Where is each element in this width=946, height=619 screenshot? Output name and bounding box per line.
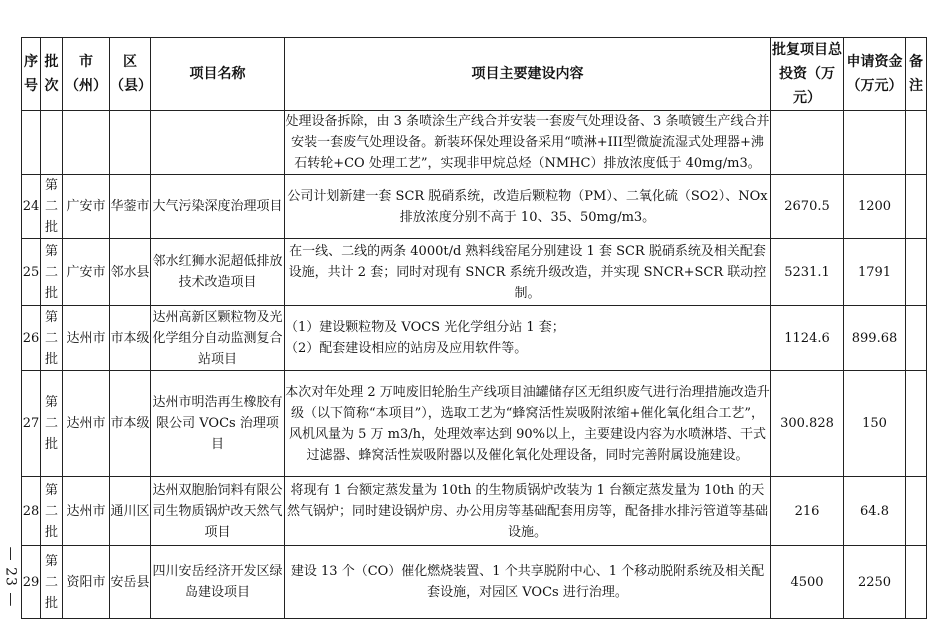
header-city: 市（州）	[63, 38, 110, 111]
row-seq: 24	[22, 175, 41, 239]
row-city: 达州市	[63, 371, 110, 477]
row-city: 广安市	[63, 239, 110, 306]
header-content: 项目主要建设内容	[285, 38, 771, 111]
row-seq: 26	[22, 306, 41, 371]
row-project-name: 达州高新区颗粒物及光化学组分自动监测复合站项目	[151, 306, 285, 371]
row-seq: 27	[22, 371, 41, 477]
row-applied-funds: 1200	[844, 175, 906, 239]
header-batch: 批次	[41, 38, 63, 111]
row-total-investment: 4500	[771, 546, 844, 619]
table-row	[22, 239, 927, 306]
row-project-name: 大气污染深度治理项目	[151, 175, 285, 239]
row-batch: 第二批	[41, 306, 63, 371]
row-content: 将现有 1 台额定蒸发量为 10th 的生物质锅炉改装为 1 台额定蒸发量为 10th 的天然气锅炉；同时建设锅炉房、办公用房等基础配套用房等，配备排水排污管道等基础设施。	[285, 477, 771, 546]
row-batch: 第二批	[41, 239, 63, 306]
table-row	[22, 175, 927, 239]
row-content: 建设 13 个（CO）催化燃烧装置、1 个共享脱附中心、1 个移动脱附系统及相关配套设施，对园区 VOCs 进行治理。	[285, 546, 771, 619]
row-total-investment: 5231.1	[771, 239, 844, 306]
row-total-investment: 216	[771, 477, 844, 546]
row-note	[906, 239, 927, 306]
row-city: 达州市	[63, 306, 110, 371]
header-seq: 序号	[22, 38, 41, 111]
row-total-investment: 2670.5	[771, 175, 844, 239]
row-note	[906, 477, 927, 546]
row-city: 达州市	[63, 477, 110, 546]
row-seq: 29	[22, 546, 41, 619]
continuation-content: 处理设备拆除，由 3 条喷涂生产线合并安装一套废气处理设备、3 条喷镀生产线合并安装一套废气处理设备。新装环保处理设备采用“喷淋+III型微旋流湿式处理器+沸石转轮+CO 处理工艺”，实现非甲烷总烃（NMHC）排放浓度低于 40mg/m3。	[285, 111, 771, 175]
row-content: 本次对年处理 2 万吨废旧轮胎生产线项目油罐储存区无组织废气进行治理措施改造升级（以下简称“本项目”），选取工艺为“蜂窝活性炭吸附浓缩+催化氧化组合工艺”，风机风量为 5 万 m3/h，处理效率达到 90%以上，主要建设内容为水喷淋塔、干式过滤器、蜂窝活性炭吸附器以及催化氧化处理设备，同时完善附属设施建设。	[285, 371, 771, 477]
row-project-name: 达州市明浩再生橡胶有限公司 VOCs 治理项目	[151, 371, 285, 477]
row-applied-funds: 899.68	[844, 306, 906, 371]
row-note	[906, 175, 927, 239]
row-project-name: 达州双胞胎饲料有限公司生物质锅炉改天然气项目	[151, 477, 285, 546]
project-table	[21, 37, 927, 619]
continuation-row	[22, 111, 927, 175]
table-row	[22, 546, 927, 619]
page-number	[0, 538, 20, 615]
row-content	[285, 306, 771, 371]
table-row	[22, 306, 927, 371]
row-seq: 28	[22, 477, 41, 546]
row-district: 邻水县	[110, 239, 151, 306]
row-total-investment: 300.828	[771, 371, 844, 477]
row-city: 广安市	[63, 175, 110, 239]
content-line: （1）建设颗粒物及 VOCS 光化学组分站 1 套；	[285, 320, 565, 335]
row-applied-funds: 1791	[844, 239, 906, 306]
table-row	[22, 477, 927, 546]
row-district: 市本级	[110, 306, 151, 371]
page-number-text: — 23 —	[2, 546, 18, 607]
row-applied-funds: 2250	[844, 546, 906, 619]
row-district: 安岳县	[110, 546, 151, 619]
header-note: 备注	[906, 38, 927, 111]
row-note	[906, 306, 927, 371]
row-project-name: 四川安岳经济开发区绿岛建设项目	[151, 546, 285, 619]
row-project-name: 邻水红狮水泥超低排放技术改造项目	[151, 239, 285, 306]
header-row	[22, 38, 927, 111]
row-seq: 25	[22, 239, 41, 306]
row-note	[906, 546, 927, 619]
row-note	[906, 371, 927, 477]
header-district: 区（县）	[110, 38, 151, 111]
header-total: 批复项目总投资（万元）	[771, 38, 844, 111]
content-line: （2）配套建设相应的站房及应用软件等。	[285, 341, 528, 356]
row-content: 公司计划新建一套 SCR 脱硝系统，改造后颗粒物（PM）、二氧化硫（SO2）、NOx 排放浓度分别不高于 10、35、50mg/m3。	[285, 175, 771, 239]
row-batch: 第二批	[41, 477, 63, 546]
table-row	[22, 371, 927, 477]
row-city: 资阳市	[63, 546, 110, 619]
row-total-investment: 1124.6	[771, 306, 844, 371]
row-batch: 第二批	[41, 175, 63, 239]
row-batch: 第二批	[41, 546, 63, 619]
row-applied-funds: 64.8	[844, 477, 906, 546]
row-district: 华蓥市	[110, 175, 151, 239]
header-apply: 申请资金（万元）	[844, 38, 906, 111]
header-name: 项目名称	[151, 38, 285, 111]
row-district: 市本级	[110, 371, 151, 477]
row-content: 在一线、二线的两条 4000t/d 熟料线窑尾分别建设 1 套 SCR 脱硝系统及相关配套设施，共计 2 套；同时对现有 SNCR 系统升级改造，并实现 SNCR+SCR 联动控制。	[285, 239, 771, 306]
row-applied-funds: 150	[844, 371, 906, 477]
row-batch: 第二批	[41, 371, 63, 477]
row-district: 通川区	[110, 477, 151, 546]
